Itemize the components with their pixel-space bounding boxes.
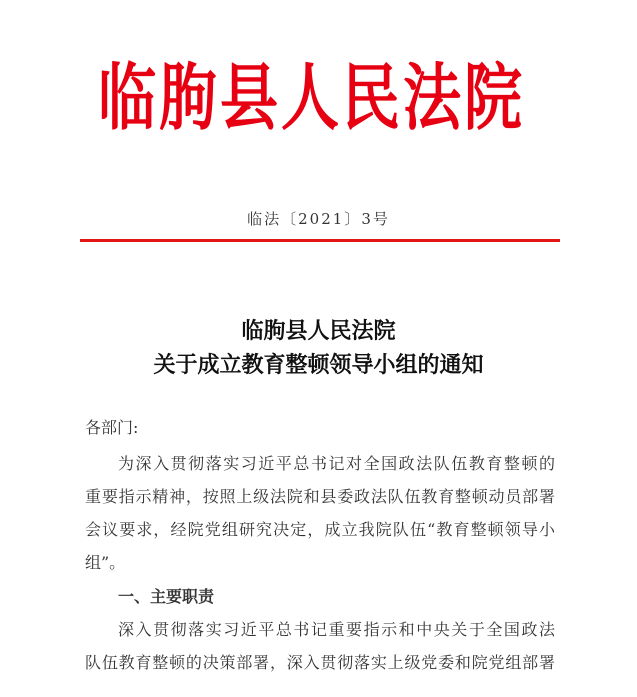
document-number: 临法〔2021〕3号 — [247, 210, 390, 228]
paragraph-line: 深入贯彻落实习近平总书记重要指示和中央关于全国政法 — [118, 620, 555, 639]
salutation: 各部门: — [85, 418, 139, 437]
paragraph-line: 会议要求，经院党组研究决定，成立我院队伍“教育整顿领导小 — [85, 520, 555, 539]
document-title-line1: 临朐县人民法院 — [241, 318, 396, 344]
paragraph-line: 组”。 — [85, 553, 126, 572]
document-title-line2: 关于成立教育整顿领导小组的通知 — [153, 352, 484, 378]
paragraph-line: 重要指示精神，按照上级法院和县委政法队伍教育整顿动员部署 — [85, 487, 555, 506]
paragraph-line: 为深入贯彻落实习近平总书记对全国政法队伍教育整顿的 — [118, 454, 555, 473]
paragraph-line: 队伍教育整顿的决策部署，深入贯彻落实上级党委和院党组部署 — [85, 653, 555, 672]
section-heading: 一、主要职责 — [118, 587, 215, 606]
red-divider — [80, 239, 560, 242]
court-letterhead: 临朐县人民法院 — [98, 55, 522, 141]
